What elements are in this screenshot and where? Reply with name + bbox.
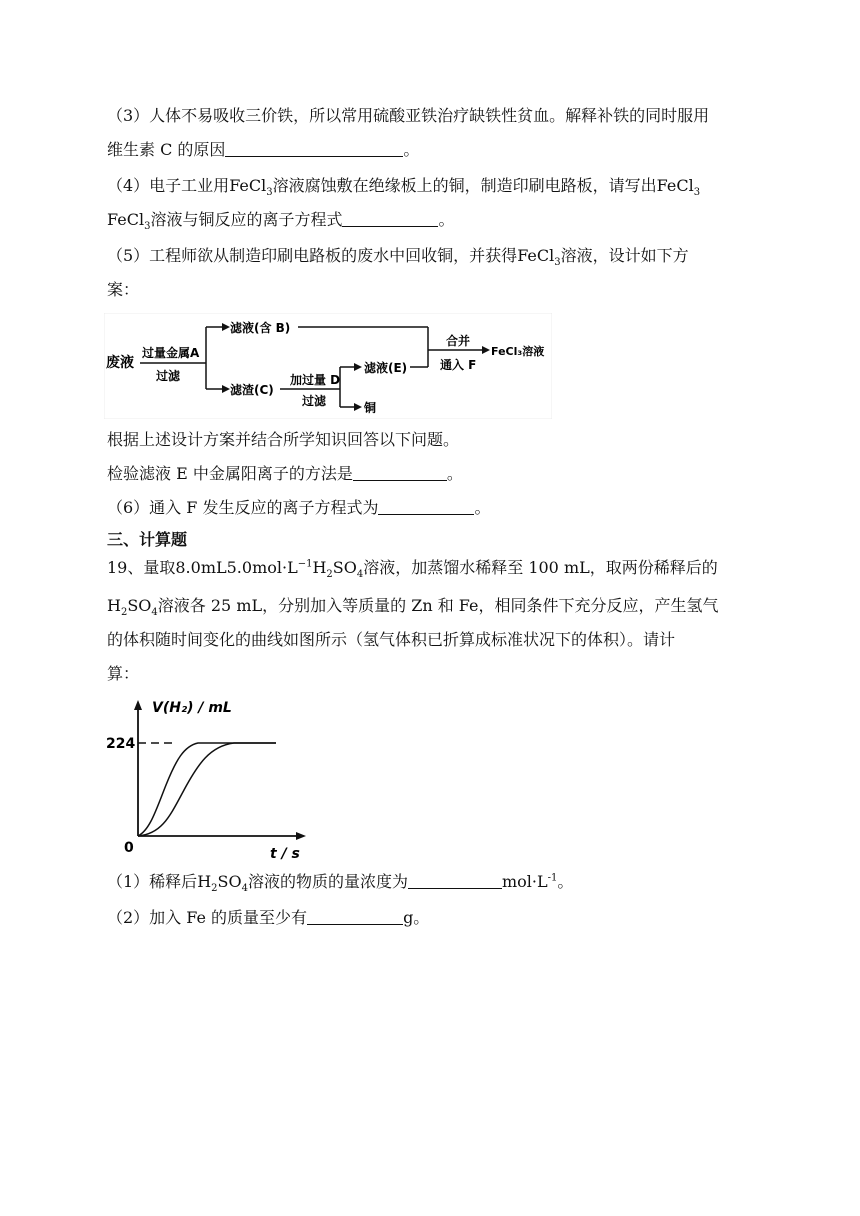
flow-filtrate-e: 滤液(E) xyxy=(364,361,408,375)
graph-y-label: V(H₂) / mL xyxy=(152,700,232,716)
graph-x-label: t / s xyxy=(270,846,300,862)
answer-blank[interactable] xyxy=(408,872,502,889)
q19-line1: 19、量取$8.0mL5.0mol\cdot L^{-1}H_2SO_4$溶液，加蒸馏水稀释至 100 mL，取两份稀释后的 xyxy=(107,558,718,581)
answer-blank[interactable] xyxy=(225,140,403,157)
flow-diagram xyxy=(104,313,552,419)
flow-step1-top: 过量金属A xyxy=(142,346,200,360)
q19-line2: $H_2SO_4$溶液各 25 mL，分别加入等质量的 Zn 和 Fe，相同条件下充分反应，产生氢气 xyxy=(107,596,719,619)
q4-line2: FeCl$_3$溶液与铜反应的离子方程式 。 xyxy=(107,210,455,233)
q3-line2: 维生素 C 的原因 。 xyxy=(107,140,420,159)
q3-line1: （3）人体不易吸收三价铁，所以常用硫酸亚铁治疗缺铁性贫血。解释补铁的同时服用 xyxy=(107,106,710,125)
flow-step2-bottom: 过滤 xyxy=(302,394,327,408)
section-heading: 三、计算题 xyxy=(107,530,188,549)
graph-origin: 0 xyxy=(124,840,134,856)
flow-product: FeCl₃溶液 xyxy=(491,345,545,358)
q4-line1: （4）电子工业用FeCl$_3$溶液腐蚀敷在绝缘板上的铜，制造印刷电路板，请写出FeCl$_3$ xyxy=(107,176,701,199)
q19-line4: 算： xyxy=(107,664,140,683)
q5-line2: 案： xyxy=(107,280,140,299)
q19-line3: 的体积随时间变化的曲线如图所示（氢气体积已折算成标准状况下的体积）。请计 xyxy=(107,630,676,649)
flow-step2-top: 加过量 D xyxy=(290,373,341,387)
flow-copper: 铜 xyxy=(364,401,377,415)
curve-fe xyxy=(138,743,276,836)
answer-blank[interactable] xyxy=(378,498,474,515)
flow-filtrate-b: 滤液(含 B) xyxy=(230,321,291,335)
q19-sub1: （1）稀释后$H_2SO_4$溶液的物质的量浓度为 $mol\cdot L^{-1}$。 xyxy=(107,872,574,895)
q6-line: （6）通入 F 发生反应的离子方程式为 。 xyxy=(107,498,491,517)
flow-pass-f: 通入 F xyxy=(440,358,477,372)
h2-volume-graph xyxy=(104,690,314,862)
graph-y-tick: 224 xyxy=(106,736,136,752)
q19-sub2: （2）加入 Fe 的质量至少有 g。 xyxy=(107,908,430,927)
flow-step1-bottom: 过滤 xyxy=(156,369,181,383)
q5-after2: 检验滤液 E 中金属阳离子的方法是 。 xyxy=(107,464,463,483)
q5-line1: （5）工程师欲从制造印刷电路板的废水中回收铜，并获得FeCl$_3$溶液，设计如下方 xyxy=(107,246,689,269)
flow-merge: 合并 xyxy=(446,334,471,348)
answer-blank[interactable] xyxy=(342,210,438,227)
flow-waste: 废液 xyxy=(106,355,134,371)
q5-after1: 根据上述设计方案并结合所学知识回答以下问题。 xyxy=(107,430,460,449)
answer-blank[interactable] xyxy=(353,464,447,481)
flow-residue-c: 滤渣(C) xyxy=(230,383,274,397)
answer-blank[interactable] xyxy=(307,908,403,925)
